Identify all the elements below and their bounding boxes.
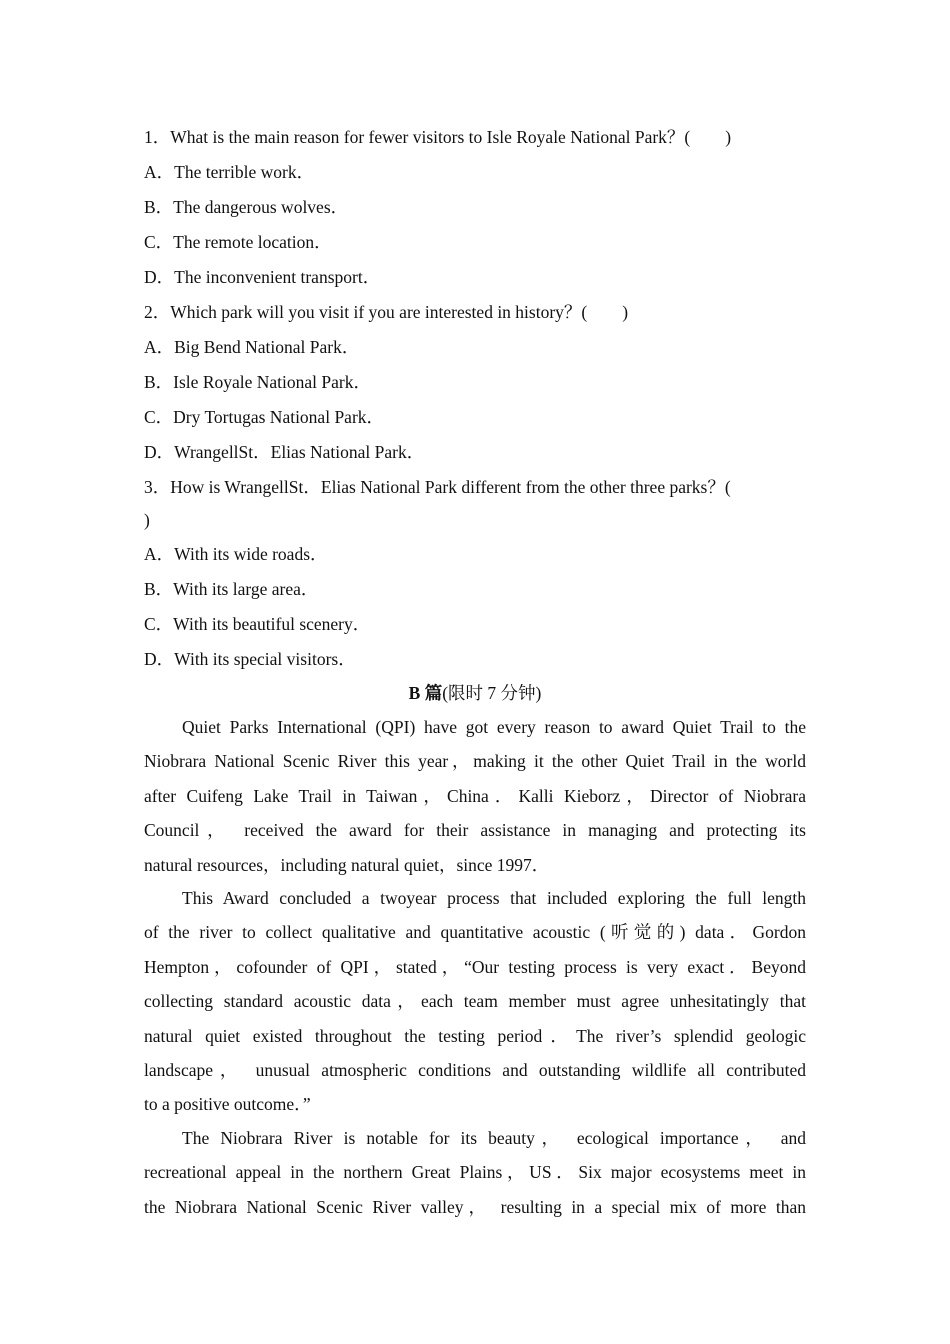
question-2-option-a: A．Big Bend National Park． (144, 337, 360, 357)
paragraph-line: the Niobrara National Scenic River valley， resulting in a special mix of more than (144, 1196, 806, 1217)
question-2-option-c: C．Dry Tortugas National Park． (144, 407, 385, 427)
paragraph-line: to a positive outcome．” (144, 1094, 311, 1115)
paragraph-line: natural quiet existed throughout the testing period．The river’s splendid geologic (144, 1025, 806, 1046)
question-3-option-c: C．With its beautiful scenery． (144, 614, 371, 634)
paragraph-line: of the river to collect qualitative and quantitative acoustic (听觉的) data．Gordon (144, 922, 806, 943)
paragraph-line: This Award concluded a twoyear process that included exploring the full length (182, 888, 806, 908)
question-3-option-b: B．With its large area． (144, 579, 319, 599)
paragraph-line: landscape， unusual atmospheric conditions and outstanding wildlife all contributed (144, 1059, 806, 1080)
paragraph-line: collecting standard acoustic data，each team member must agree unhesitatingly that (144, 991, 806, 1012)
question-3-option-a: A．With its wide roads． (144, 544, 328, 564)
section-b-label: B 篇 (408, 683, 443, 703)
question-1-option-b: B．The dangerous wolves． (144, 197, 349, 217)
question-3-stem: 3．How is WrangellSt．Elias National Park different from the other three parks？( (144, 477, 731, 497)
question-2-stem: 2．Which park will you visit if you are interested in history？( ) (144, 302, 629, 322)
question-3-stem-continued: ) (144, 510, 150, 530)
question-1-option-d: D．The inconvenient transport． (144, 267, 381, 287)
paragraph-line: The Niobrara River is notable for its beauty， ecological importance， and (182, 1128, 806, 1148)
passage-paragraph-3 (144, 1121, 806, 1224)
section-b-title (0, 682, 950, 704)
paragraph-line: natural resources，including natural quiet，since 1997． (144, 854, 550, 875)
paragraph-line: after Cuifeng Lake Trail in Taiwan，China．Kalli Kieborz，Director of Niobrara (144, 785, 806, 806)
question-2-option-b: B．Isle Royale National Park． (144, 372, 371, 392)
paragraph-line: Council， received the award for their assistance in managing and protecting its (144, 820, 806, 841)
question-1-option-c: C．The remote location． (144, 232, 332, 252)
question-1-stem: 1．What is the main reason for fewer visitors to Isle Royale National Park？( ) (144, 127, 732, 147)
passage-paragraph-2 (144, 881, 806, 1122)
paragraph-line: Hempton，cofounder of QPI，stated，“Our testing process is very exact．Beyond (144, 956, 806, 977)
question-3-option-d: D．With its special visitors． (144, 649, 356, 669)
paragraph-line: recreational appeal in the northern Great Plains，US．Six major ecosystems meet in (144, 1162, 806, 1183)
question-1-option-a: A．The terrible work． (144, 162, 315, 182)
section-b-time-limit: (限时 7 分钟) (442, 683, 542, 703)
question-2-option-d: D．WrangellSt．Elias National Park． (144, 442, 425, 462)
paragraph-line: Niobrara National Scenic River this year，making it the other Quiet Trail in the world (144, 751, 806, 772)
passage-paragraph-1 (144, 710, 806, 882)
paragraph-line: Quiet Parks International (QPI) have got every reason to award Quiet Trail to the (182, 717, 806, 737)
